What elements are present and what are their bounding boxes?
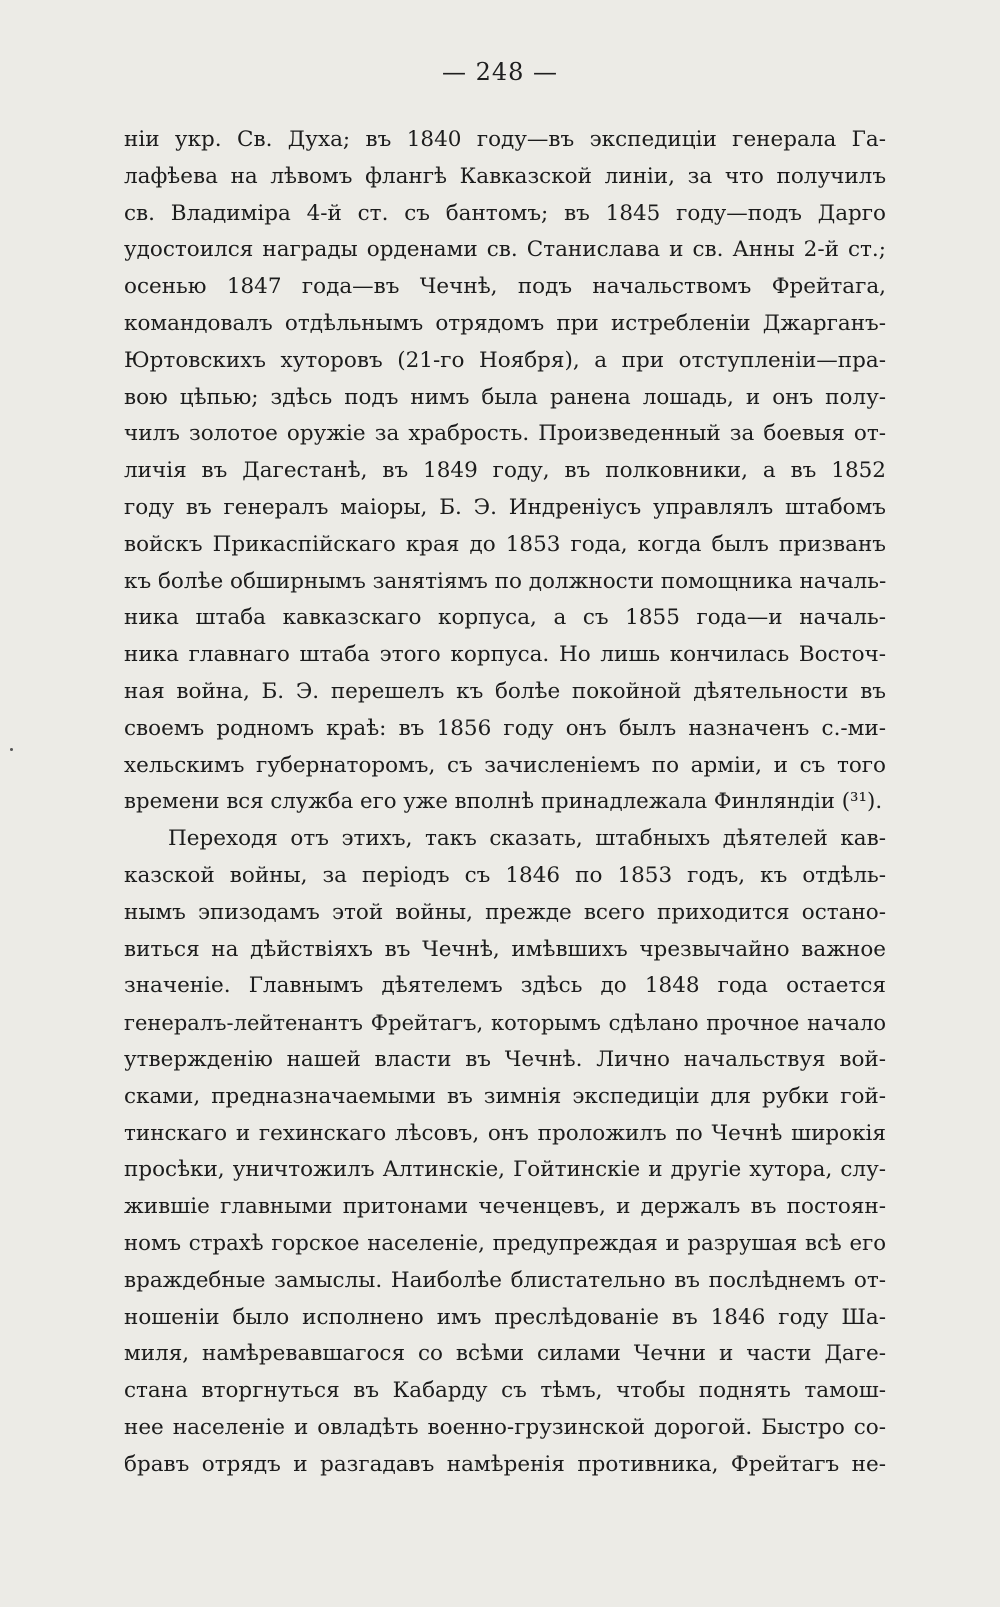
text-line: ношеніи было исполнено имъ преслѣдованіе въ 1846 году Ша- xyxy=(124,1304,886,1330)
text-line: бравъ отрядъ и разгадавъ намѣренія противника, Фрейтагъ не- xyxy=(124,1451,886,1477)
text-line: нымъ эпизодамъ этой войны, прежде всего приходится остано- xyxy=(124,899,886,925)
text-line: стана вторгнуться въ Кабарду съ тѣмъ, чтобы поднять тамош- xyxy=(124,1378,886,1404)
margin-speck xyxy=(10,748,13,751)
text-line: Юртовскихъ хуторовъ (21-го Ноября), а при отступленіи—пра- xyxy=(124,347,886,373)
text-line: чилъ золотое оружіе за храбрость. Произведенный за боевыя от- xyxy=(124,421,886,447)
text-line: ніи укр. Св. Духа; въ 1840 году—въ экспедиціи генерала Га- xyxy=(124,127,886,152)
text-line: казской войны, за періодъ съ 1846 по 1853 годъ, къ отдѣль- xyxy=(124,862,886,888)
text-line: личія въ Дагестанѣ, въ 1849 году, въ полковники, а въ 1852 xyxy=(124,458,886,484)
text-line: времени вся служба его уже вполнѣ принадлежала Финляндіи (³¹). xyxy=(124,789,883,815)
text-line: ная война, Б. Э. перешелъ къ болѣе покойной дѣятельности въ xyxy=(124,678,886,704)
text-line: миля, намѣревавшагося со всѣми силами Чечни и части Даге- xyxy=(124,1341,886,1367)
paragraph-2 xyxy=(124,821,886,1483)
text-line: генералъ-лейтенантъ Фрейтагъ, которымъ сдѣлано прочное начало xyxy=(124,1011,886,1036)
text-line: году въ генералъ маіоры, Б. Э. Индреніусъ управлялъ штабомъ xyxy=(124,494,886,520)
text-line: хельскимъ губернаторомъ, съ зачисленіемъ по арміи, и съ того xyxy=(124,752,886,778)
text-line: ника главнаго штаба этого корпуса. Но лишь кончилась Восточ- xyxy=(124,642,886,668)
text-line: осенью 1847 года—въ Чечнѣ, подъ начальствомъ Фрейтага, xyxy=(124,274,886,300)
page-number: — 248 — xyxy=(441,58,559,86)
text-line: враждебные замыслы. Наиболѣе блистательно въ послѣднемъ от- xyxy=(124,1267,886,1293)
text-line: виться на дѣйствіяхъ въ Чечнѣ, имѣвшихъ чрезвычайно важное xyxy=(124,936,886,962)
paragraph-1 xyxy=(124,122,886,821)
text-line: сками, предназначаемыми въ зимнія экспедиціи для рубки гой- xyxy=(124,1083,886,1109)
text-line: удостоился награды орденами св. Станислава и св. Анны 2-й ст.; xyxy=(124,237,886,263)
text-line: значеніе. Главнымъ дѣятелемъ здѣсь до 1848 года остается xyxy=(124,973,886,999)
text-line: утвержденію нашей власти въ Чечнѣ. Лично начальствуя вой- xyxy=(124,1046,886,1072)
text-line: вою цѣпью; здѣсь подъ нимъ была ранена лошадь, и онъ полу- xyxy=(124,384,886,410)
text-line: св. Владиміра 4-й ст. съ бантомъ; въ 1845 году—подъ Дарго xyxy=(124,200,886,226)
text-line: просѣки, уничтожилъ Алтинскіе, Гойтинскіе и другіе хутора, слу- xyxy=(124,1157,886,1183)
text-line: своемъ родномъ краѣ: въ 1856 году онъ былъ назначенъ с.-ми- xyxy=(124,715,886,741)
text-line: лафѣева на лѣвомъ флангѣ Кавказской линіи, за что получилъ xyxy=(124,163,886,189)
text-line: тинскаго и гехинскаго лѣсовъ, онъ проложилъ по Чечнѣ широкія xyxy=(124,1120,886,1146)
text-line: къ болѣе обширнымъ занятіямъ по должности помощника началь- xyxy=(124,568,886,594)
text-line: нее населеніе и овладѣть военно-грузинской дорогой. Быстро со- xyxy=(124,1414,886,1440)
text-line: жившіе главными притонами чеченцевъ, и держалъ въ постоян- xyxy=(124,1194,886,1220)
text-line: командовалъ отдѣльнымъ отрядомъ при истребленіи Джарганъ- xyxy=(124,310,886,336)
text-line: Переходя отъ этихъ, такъ сказать, штабныхъ дѣятелей кав- xyxy=(168,826,886,852)
body-text xyxy=(124,122,886,1483)
text-line: войскъ Прикаспійскаго края до 1853 года, когда былъ призванъ xyxy=(124,531,886,557)
text-line: номъ страхѣ горское населеніе, предупреждая и разрушая всѣ его xyxy=(124,1230,886,1256)
text-line: ника штаба кавказскаго корпуса, а съ 1855 года—и началь- xyxy=(124,605,886,631)
